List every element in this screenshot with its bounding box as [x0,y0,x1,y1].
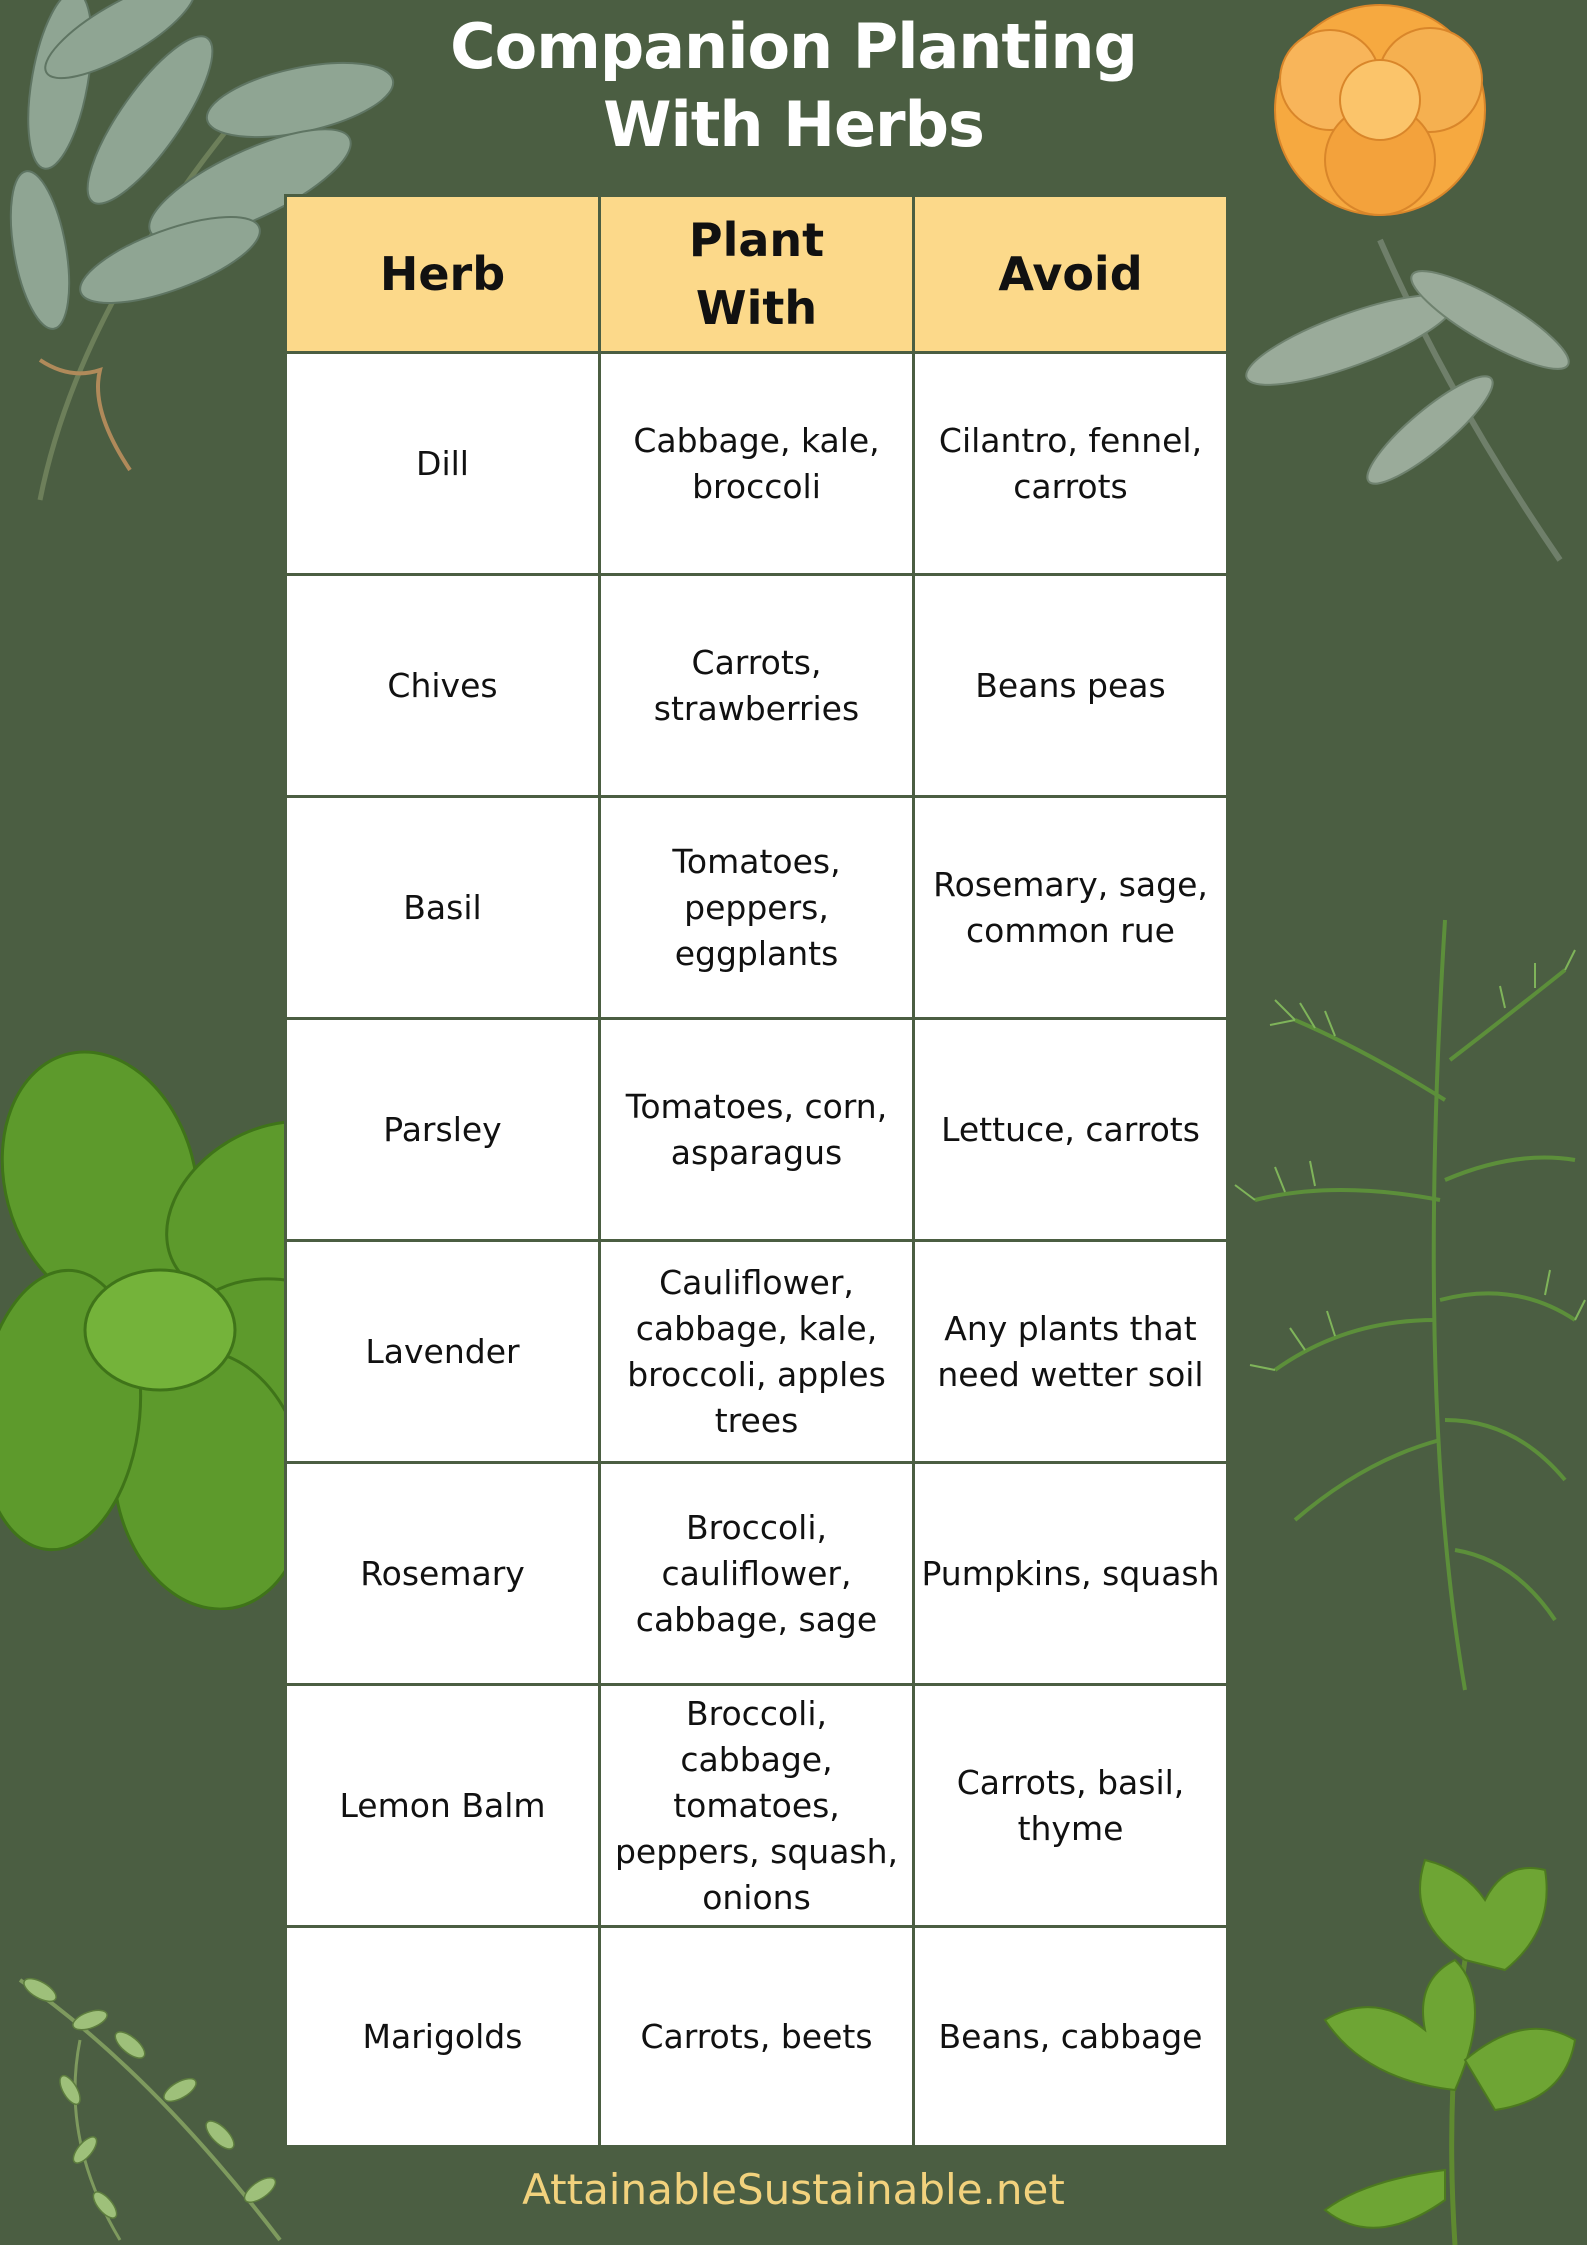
plant-with-cell: Broccoli, cauliflower, cabbage, sage [600,1463,914,1685]
plant-with-cell: Cabbage, kale, broccoli [600,353,914,575]
plant-with-cell: Tomatoes, corn, asparagus [600,1019,914,1241]
table-row [286,797,1228,1019]
table-row [286,353,1228,575]
table-header-row [286,196,1228,353]
avoid-cell: Beans peas [914,575,1228,797]
plant-with-cell: Tomatoes, peppers, eggplants [600,797,914,1019]
table-row [286,1019,1228,1241]
plant-with-cell: Carrots, beets [600,1927,914,2147]
avoid-cell: Beans, cabbage [914,1927,1228,2147]
table-row [286,1685,1228,1927]
avoid-cell: Any plants that need wetter soil [914,1241,1228,1463]
herb-cell: Marigolds [286,1927,600,2147]
plant-with-column-header: Plant With [600,196,914,353]
companion-table [284,194,1229,2148]
herb-cell: Dill [286,353,600,575]
plant-with-cell: Broccoli, cabbage, tomatoes, peppers, squash, onions [600,1685,914,1927]
herb-cell: Basil [286,797,600,1019]
herb-cell: Rosemary [286,1463,600,1685]
avoid-cell: Cilantro, fennel, carrots [914,353,1228,575]
herb-cell: Lavender [286,1241,600,1463]
table-row [286,1927,1228,2147]
dill-fronds-illustration [1215,900,1587,1700]
table-row [286,1463,1228,1685]
plant-with-cell: Carrots, strawberries [600,575,914,797]
page-title: Companion Planting With Herbs [450,10,1137,161]
avoid-column-header: Avoid [914,196,1228,353]
table-row [286,1241,1228,1463]
herb-cell: Lemon Balm [286,1685,600,1927]
avoid-cell: Rosemary, sage, common rue [914,797,1228,1019]
herb-cell: Parsley [286,1019,600,1241]
herb-cell: Chives [286,575,600,797]
avoid-cell: Pumpkins, squash [914,1463,1228,1685]
avoid-cell: Carrots, basil, thyme [914,1685,1228,1927]
site-url: AttainableSustainable.net [522,2165,1065,2214]
herb-column-header: Herb [286,196,600,353]
table-row [286,575,1228,797]
avoid-cell: Lettuce, carrots [914,1019,1228,1241]
plant-with-cell: Cauliflower, cabbage, kale, broccoli, apples trees [600,1241,914,1463]
